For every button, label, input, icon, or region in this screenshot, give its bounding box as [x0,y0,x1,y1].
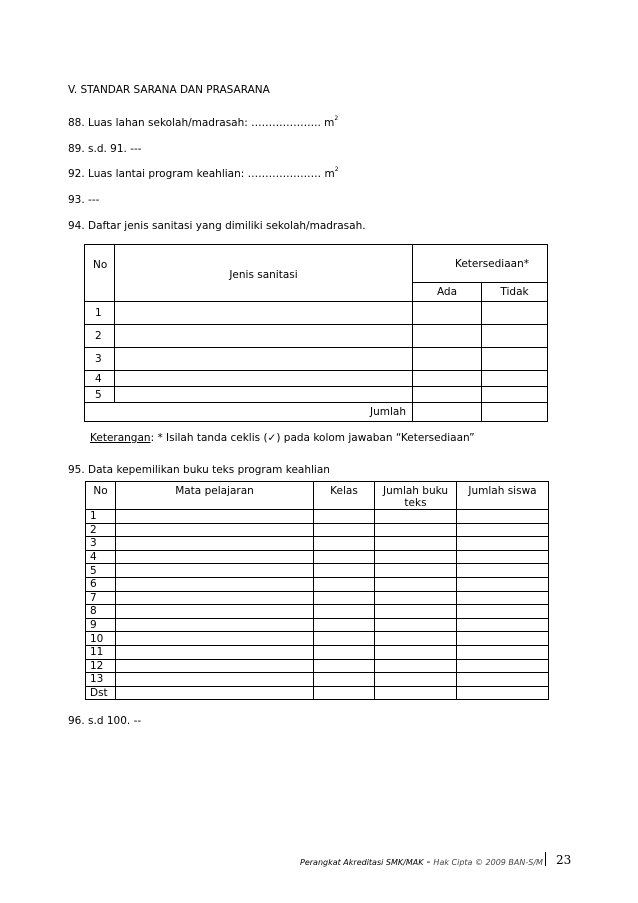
table-row: Dst [86,686,549,700]
footer: Perangkat Akreditasi SMK/MAK - Hak Cipta © 2009 BAN-S/M [300,855,543,868]
table-row: 11 [86,645,549,659]
table-row: 5 [85,387,548,403]
table-row: 2 [86,523,549,537]
table-row: 1 [85,302,548,325]
table-row: 4 [85,371,548,387]
table-row: 9 [86,618,549,632]
table-row: 3 [85,348,548,371]
textbook-table [85,481,549,700]
header-mata-pelajaran: Mata pelajaran [116,482,314,510]
table-row: 7 [86,591,549,605]
table-row: 13 [86,673,549,687]
question-92: 92. Luas lantai program keahlian: ………………… $m^2$ [68,166,339,180]
header-ada: Ada [413,283,482,302]
table-row: 2 [85,325,548,348]
header-no: No [86,482,116,510]
table-row: 1 [86,510,549,524]
question-95-title: 95. Data kepemilikan buku teks program keahlian [68,464,330,476]
sanitation-table [84,244,548,422]
page-number: 23 [556,853,572,867]
jumlah-row [85,403,548,422]
note: Keterangan: * Isilah tanda ceklis (✓) pada kolom jawaban “Ketersediaan” [90,432,475,444]
table-row: 12 [86,659,549,673]
footer-divider [545,852,546,866]
header-kelas: Kelas [314,482,375,510]
table-row: 8 [86,605,549,619]
question-94-title: 94. Daftar jenis sanitasi yang dimiliki sekolah/madrasah. [68,220,366,232]
question-89: 89. s.d. 91. --- [68,143,142,155]
header-ketersediaan: Ketersediaan* [413,245,548,283]
header-jumlah-siswa: Jumlah siswa [457,482,549,510]
table-row: 10 [86,632,549,646]
header-no: No [85,245,115,302]
table-row: 4 [86,550,549,564]
jumlah-label: Jumlah [85,403,413,422]
table-row: 3 [86,537,549,551]
header-jenis-sanitasi: Jenis sanitasi [115,245,413,302]
table-row: 6 [86,577,549,591]
header-jumlah-buku: Jumlah buku teks [375,482,457,510]
question-93: 93. --- [68,194,100,206]
question-96: 96. s.d 100. -- [68,715,142,727]
table-row: 5 [86,564,549,578]
header-tidak: Tidak [482,283,548,302]
section-title: V. STANDAR SARANA DAN PRASARANA [68,84,270,96]
question-88: 88. Luas lahan sekolah/madrasah: ……………….. $m^2$ [68,115,339,129]
